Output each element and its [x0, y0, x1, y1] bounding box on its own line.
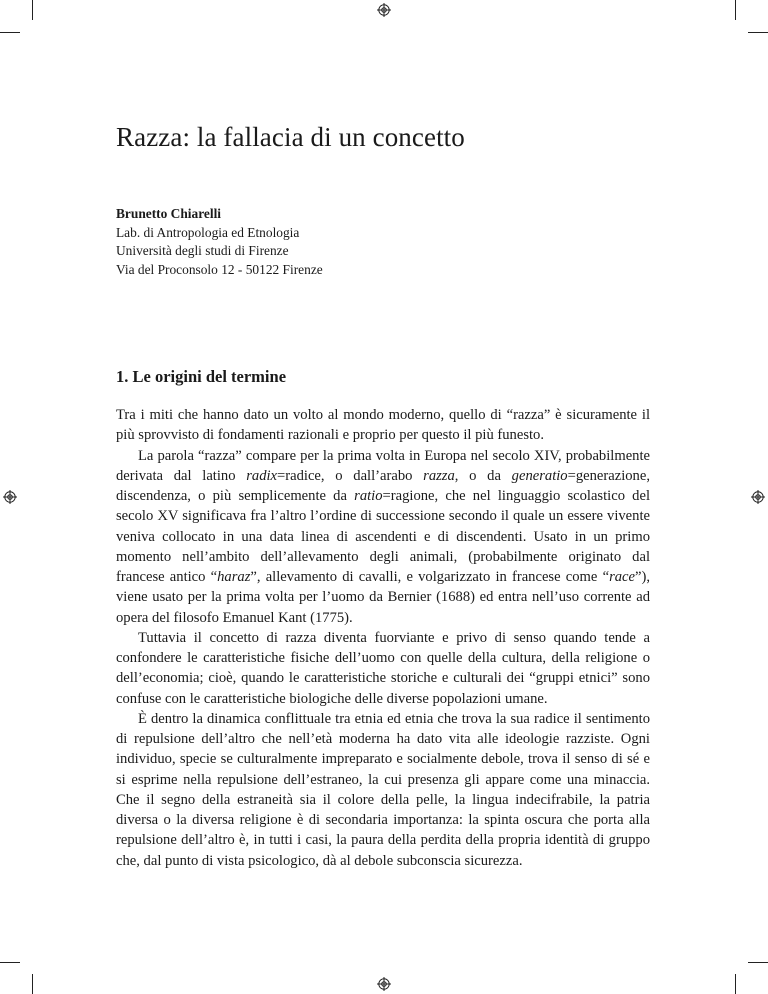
affiliation-line: Università degli studi di Firenze	[116, 243, 289, 258]
crop-mark-bottom-left-vertical	[32, 974, 33, 994]
registration-mark-icon	[3, 490, 17, 504]
body-text	[116, 405, 650, 871]
registration-mark-icon	[377, 977, 391, 991]
paragraph	[116, 628, 650, 709]
text-run: =ragione, che nel linguaggio scolastico del secolo XV significava fra l’altro l’ordine di successione secondo il quale un essere vivente veniva collocato in una data linea di ascendenti e di discendenti. Usato in un primo momento nell’ambito dell’allevamento degli animali, (probabilmente originato dal francese antico “	[116, 488, 651, 585]
crop-mark-top-left-horizontal	[0, 32, 20, 33]
text-run: Tra i miti che hanno dato un volto al mondo moderno, quello di “razza” è sicuramente il più sprovvisto di fondamenti razionali e proprio per questo il più funesto.	[116, 407, 650, 444]
text-run: ”), viene usato per la prima volta per l’uomo da Bernier (1688) ed entra nell’uso corrente ad opera del filosofo Emanuel Kant (1775).	[116, 569, 650, 626]
crop-mark-bottom-left-horizontal	[0, 962, 20, 963]
section-heading: 1. Le origini del termine	[116, 367, 287, 386]
article-title: Razza: la fallacia di un concetto	[116, 122, 465, 152]
text-run: =radice, o dall’arabo	[277, 467, 424, 484]
affiliation-line: Via del Proconsolo 12 - 50122 Firenze	[116, 261, 323, 277]
paragraph	[116, 446, 650, 628]
text-run: È dentro la dinamica conflittuale tra etnia ed etnia che trova la sua radice il sentimento di repulsione dell’altro che nell’età moderna ha dato vita alle ideologie razziste. Ogni individuo, specie se culturalmente impreparato e socialmente debole, trova il senso di sé e si esprime nella repulsione dell’estraneo, la cui presenza gli appare come una minaccia. Che il segno della estraneità sia il colore della pelle, la lingua indecifrabile, la patria diversa o la diversa religione è di secondaria importanza: la spinta oscura che porta alla repulsione dell’altro è, in tutti i casi, la paura della perdita della propria identità di gruppo che, dal punto di vista psicologico, dà al debole subconscia sicurezza.	[116, 710, 650, 869]
text-run: Tuttavia il concetto di razza diventa fuorviante e privo di senso quando tende a confondere le caratteristiche fisiche dell’uomo con quelle della cultura, della religione o dell’economia; cioè, quando le caratteristiche storiche e culturali dei “gruppi etnici” sono confuse con le caratteristiche biologiche delle diverse popolazioni umane.	[116, 629, 650, 707]
crop-mark-bottom-right-vertical	[735, 974, 736, 994]
registration-mark-icon	[377, 3, 391, 17]
italic-term: haraz	[217, 569, 251, 585]
text-run: La parola “razza” compare per la prima volta in Europa nel secolo XIV, probabilmente derivata dal latino	[116, 447, 650, 484]
paragraph	[116, 709, 650, 871]
author-block	[116, 205, 323, 279]
text-run: ”, allevamento di cavalli, e volgarizzato in francese come “	[250, 569, 610, 585]
affiliation-line: Lab. di Antropologia ed Etnologia	[116, 224, 300, 240]
crop-mark-top-right-vertical	[735, 0, 736, 20]
author-name: Brunetto Chiarelli	[116, 206, 222, 221]
italic-term: generatio	[511, 467, 568, 484]
crop-mark-top-left-vertical	[32, 0, 33, 20]
text-run: , o da	[454, 467, 512, 484]
italic-term: razza	[423, 467, 455, 484]
italic-term: radix	[246, 467, 278, 484]
crop-mark-bottom-right-horizontal	[748, 962, 768, 963]
crop-mark-top-right-horizontal	[748, 32, 768, 33]
registration-mark-icon	[751, 490, 765, 504]
text-run: =generazione, discendenza, o più semplicemente da	[116, 467, 650, 504]
paragraph	[116, 405, 650, 446]
italic-term: ratio	[354, 488, 383, 504]
italic-term: race	[609, 569, 635, 585]
